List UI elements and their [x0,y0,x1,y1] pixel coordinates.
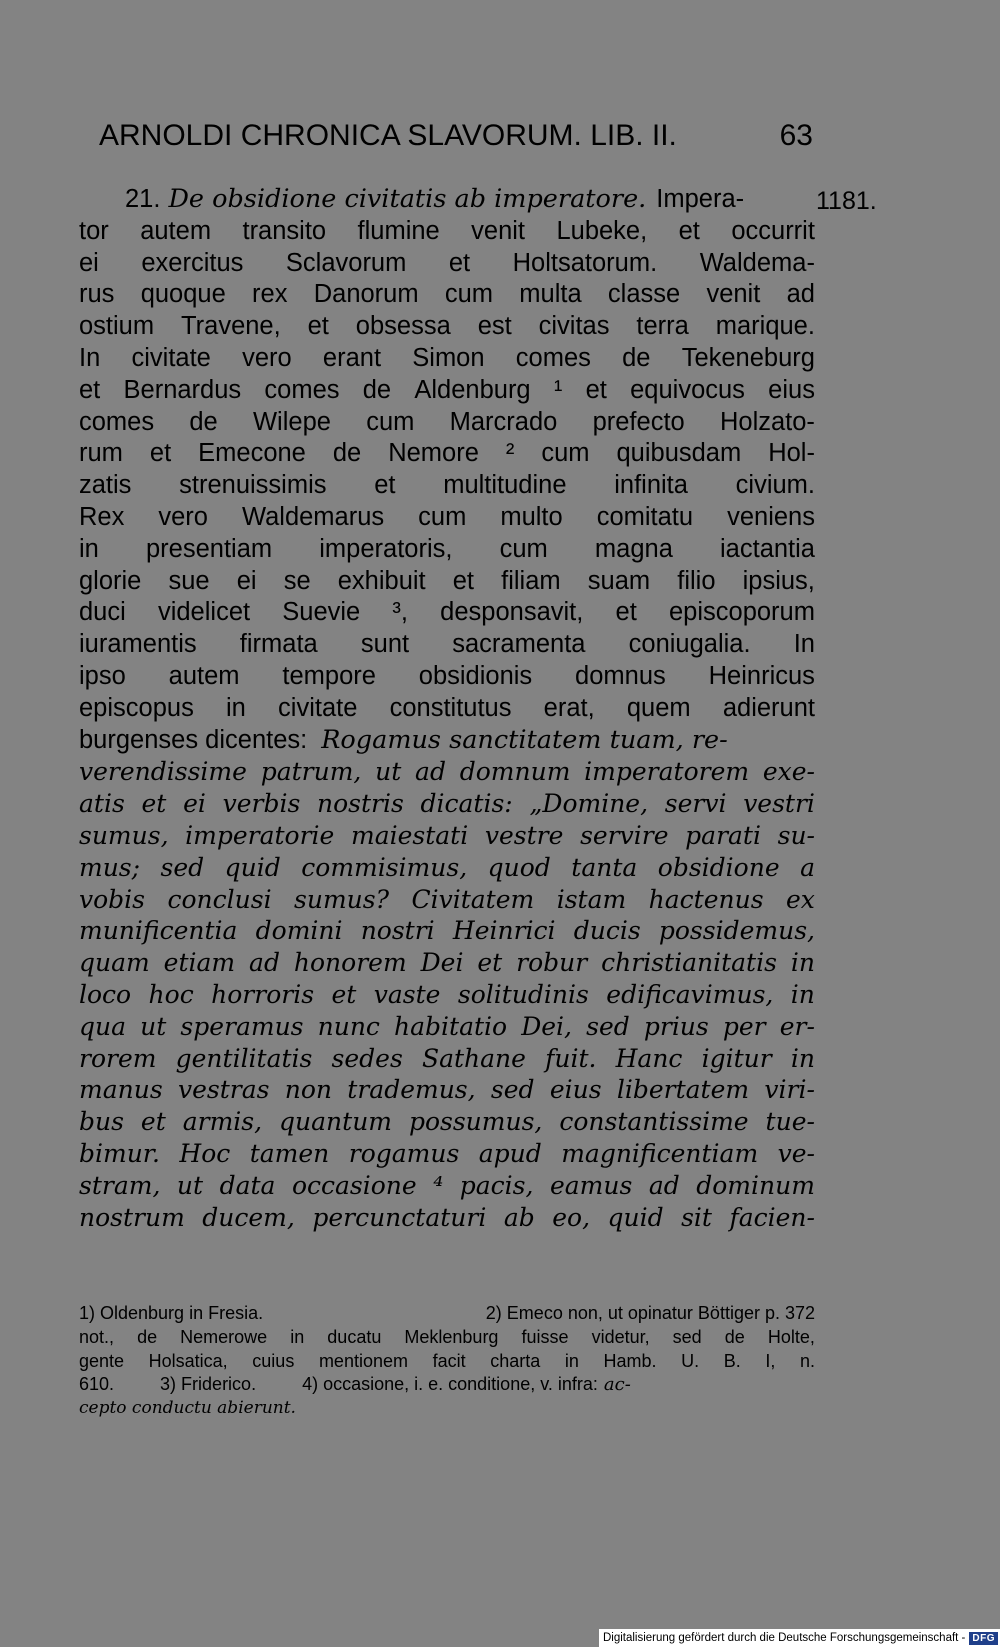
quote-line: atis et ei verbis nostris dicatis: „Domine, servi vestri [79,789,815,819]
text-line: glorie sue ei se exhibuit et filiam suam filio ipsius, [79,566,815,595]
text-italic-part: Rogamus sanctitatem tuam, re- [321,724,728,755]
quote-line: bimur. Hoc tamen rogamus apud magnificentiam ve- [79,1138,815,1168]
footnote-1: 1) Oldenburg in Fresia. [79,1303,264,1323]
text-line: tor autem transito flumine venit Lubeke, et occurrit [79,216,815,245]
footnote-line: cepto conductu abierunt. [79,1398,296,1419]
running-title: ARNOLDI CHRONICA SLAVORUM. LIB. II. [99,119,677,152]
quote-line: nostrum ducem, percunctaturi ab eo, quid sit facien- [79,1202,815,1232]
quote-line: munificentia domini nostri Heinrici ducis possidemus, [79,916,815,946]
text-line: In civitate vero erant Simon comes de Tekeneburg [79,343,815,372]
quote-line: qua ut speramus nunc habitatio Dei, sed prius per er- [79,1011,815,1041]
footnote-4: 4) occasione, i. e. conditione, v. infra: [302,1374,598,1395]
text-line: ipso autem tempore obsidionis domnus Heinricus [79,661,815,690]
quote-line: quam etiam ad honorem Dei et robur christianitatis in [79,948,815,978]
dfg-logo: DFG [969,1632,998,1645]
footnote-4-italic: ac- [603,1374,631,1396]
text-roman-part: burgenses dicentes: [79,725,308,754]
quote-line: sumus, imperatorie maiestati vestre servire parati su- [79,820,815,850]
chapter-heading: De obsidione civitatis ab imperatore. [168,184,647,214]
text-line: duci videlicet Suevie ³, desponsavit, et episcoporum [79,598,815,627]
text-line: episcopus in civitate constitutus erat, quem adierunt [79,693,815,722]
footnote-line [79,1373,815,1397]
text-line: rum et Emecone de Nemore ² cum quibusdam Hol- [79,439,815,468]
text-line: et Bernardus comes de Aldenburg ¹ et equivocus eius [79,375,815,404]
footnote-ref-number: 610. [79,1374,115,1395]
text-line: iuramentis firmata sunt sacramenta coniugalia. In [79,630,815,659]
chapter-line-rest: Impera- [656,185,745,213]
quote-line: rorem gentilitatis sedes Sathane fuit. Hanc igitur in [79,1043,815,1073]
digitization-credit [599,1629,1000,1647]
quote-line: mus; sed quid commisimus, quod tanta obsidione a [79,852,815,882]
text-line: Rex vero Waldemarus cum multo comitatu veniens [79,502,815,531]
text-line: comes de Wilepe cum Marcrado prefecto Holzato- [79,407,815,436]
main-text [79,184,815,1233]
quote-line: manus vestras non trademus, sed eius libertatem viri- [79,1075,815,1105]
chapter-number: 21. [125,185,161,213]
chapter-first-line [79,184,815,216]
text-line: zatis strenuissimis et multitudine infinita civium. [79,471,815,500]
footnote-line: gente Holsatica, cuius mentionem facit charta in Hamb. U. B. I, n. [79,1350,815,1371]
quote-line: vobis conclusi sumus? Civitatem istam hactenus ex [79,884,815,914]
page-number: 63 [779,119,813,152]
credit-text: Digitalisierung gefördert durch die Deutsche Forschungsgemeinschaft - [602,1632,966,1644]
text-line: ei exercitus Sclavorum et Holtsatorum. Waldema- [79,248,815,277]
mixed-text-line [79,725,815,757]
footnote-2-start: 2) Emeco non, ut opinatur Böttiger p. 372 [485,1303,815,1323]
quote-line: bus et armis, quantum possumus, constantissime tue- [79,1107,815,1137]
footnotes [79,1302,815,1421]
text-line: in presentiam imperatoris, cum magna iactantia [79,534,815,563]
text-line: ostium Travene, et obsessa est civitas terra marique. [79,312,815,341]
footnote-3: 3) Friderico. [160,1374,257,1395]
margin-year-note: 1181. [816,187,877,215]
footnote-line [79,1302,815,1326]
text-line: rus quoque rex Danorum cum multa classe venit ad [79,280,815,309]
quote-line: stram, ut data occasione ⁴ pacis, eamus ad dominum [79,1170,815,1200]
footnote-line: not., de Nemerowe in ducatu Meklenburg fuisse videtur, sed de Holte, [79,1326,815,1347]
running-header [99,116,813,156]
quote-line: loco hoc horroris et vaste solitudinis edificavimus, in [79,979,815,1009]
quote-line: verendissime patrum, ut ad domnum imperatorem exe- [79,757,815,787]
